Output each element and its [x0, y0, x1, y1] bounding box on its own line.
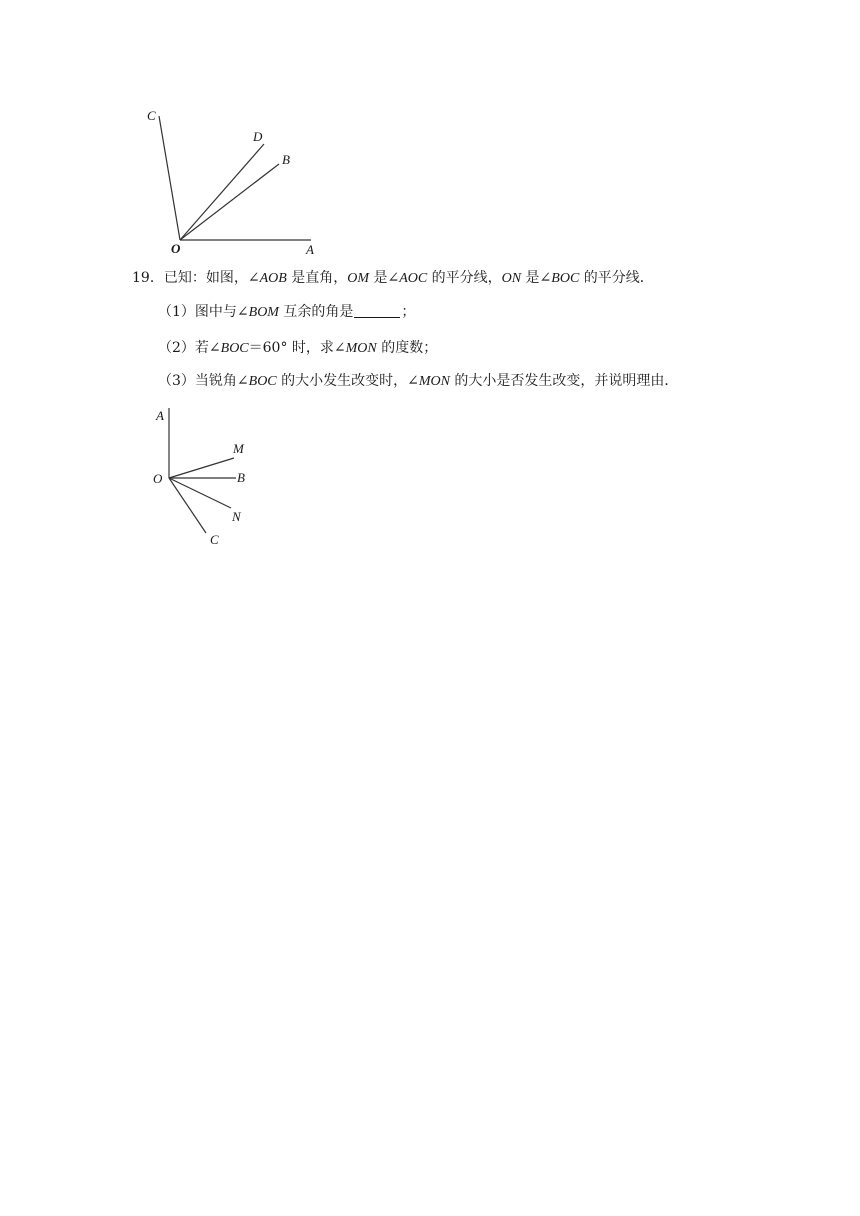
text-run: 已知：如图，∠ [163, 270, 260, 286]
text-run: 的大小是否发生改变，并说明理由． [449, 373, 679, 389]
text-run: （2）若∠ [158, 340, 221, 356]
math-variable: MON [418, 374, 450, 389]
label-c: C [210, 532, 219, 547]
text-run: 的平分线， [427, 270, 502, 286]
question-19-stem [132, 268, 654, 289]
answer-blank[interactable] [354, 303, 400, 318]
math-variable: BOM [248, 305, 279, 320]
part-3-text [158, 373, 678, 389]
text-run: （3）当锐角∠ [158, 373, 249, 389]
text-run: 的度数； [376, 340, 438, 356]
math-variable: ON [501, 271, 522, 286]
math-variable: AOC [399, 271, 428, 286]
text-run: 的大小发生改变时，∠ [276, 373, 419, 389]
text-run: （1）图中与∠ [158, 304, 249, 320]
label-a: A [306, 242, 314, 257]
text-run: 是∠ [521, 270, 552, 286]
label-o: O [153, 471, 163, 486]
label-o: O [171, 241, 181, 256]
math-variable: BOC [551, 271, 580, 286]
question-19-part-2 [158, 338, 437, 359]
math-variable: MON [345, 341, 377, 356]
math-variable: BOC [248, 374, 277, 389]
label-n: N [232, 509, 241, 524]
part-2-text [158, 340, 437, 356]
text-run: 的平分线． [579, 270, 654, 286]
text-run: ＝60° 时，求∠ [248, 340, 346, 356]
part-1-end: ； [401, 304, 416, 320]
label-d: D [253, 129, 263, 144]
label-c: C [147, 108, 156, 123]
label-a: A [156, 408, 164, 423]
figure-angles-mon [148, 400, 258, 550]
question-number: 19． [132, 270, 164, 286]
figure-angles-aob-cod [140, 98, 320, 263]
label-m: M [233, 441, 244, 456]
text-run: 是直角， [286, 270, 348, 286]
question-19-part-1 [158, 302, 415, 323]
math-variable: OM [347, 271, 370, 286]
question-stem [164, 270, 654, 286]
label-b: B [282, 152, 290, 167]
text-run: 是∠ [369, 270, 400, 286]
text-run: 互余的角是 [278, 304, 354, 320]
math-variable: BOC [220, 341, 249, 356]
question-19-part-3 [158, 371, 678, 392]
label-b: B [237, 470, 245, 485]
part-1-text [158, 304, 353, 320]
math-variable: AOB [259, 271, 287, 286]
